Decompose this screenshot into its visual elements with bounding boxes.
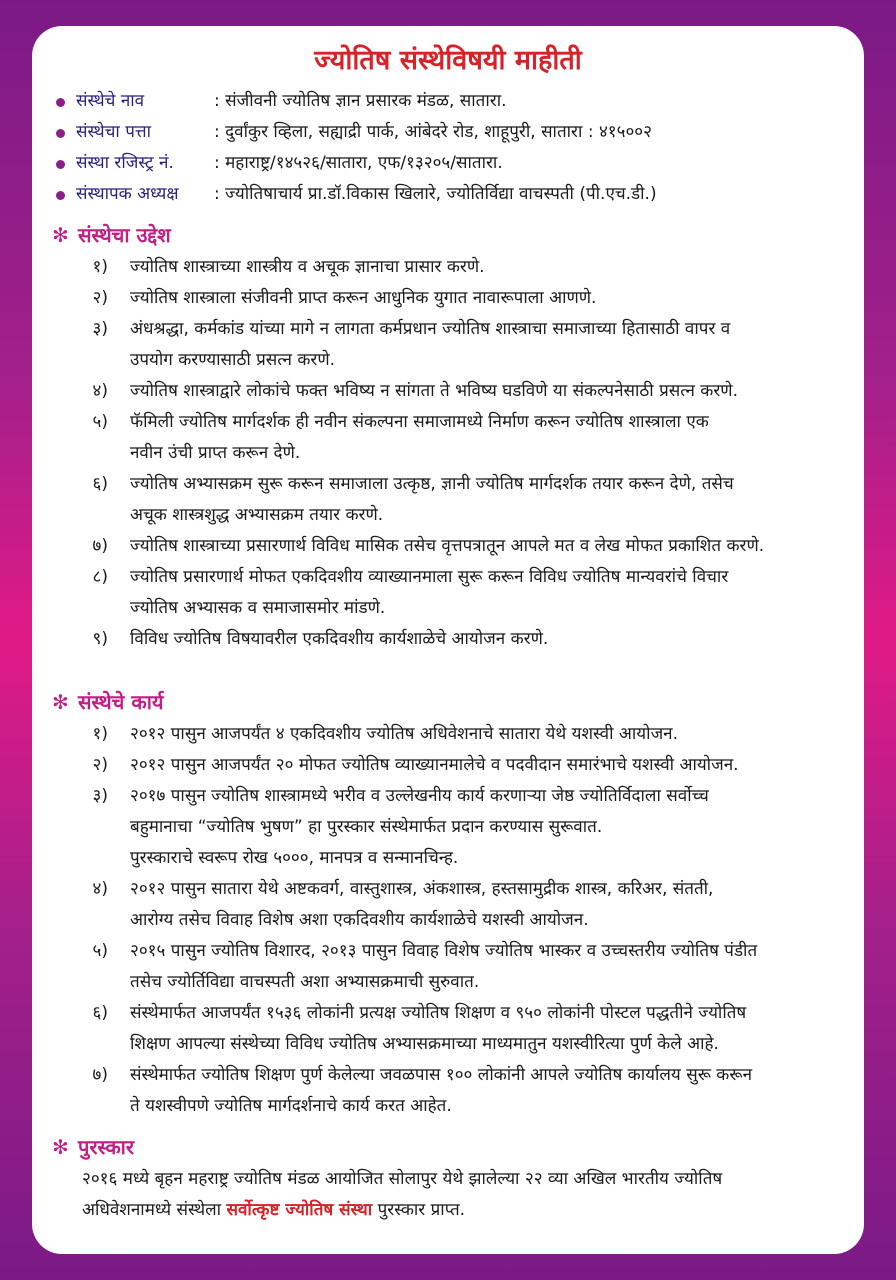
item-number: ३) <box>92 786 108 806</box>
item-text <box>130 562 844 624</box>
list-item <box>52 283 844 314</box>
info-row-address <box>52 117 844 148</box>
item-number: ५) <box>92 941 108 961</box>
item-number: १) <box>92 724 108 744</box>
item-number: ४) <box>92 381 108 401</box>
item-text-line: अचूक शास्त्रशुद्ध अभ्यासक्रम तयार करणे. <box>130 505 384 525</box>
item-text <box>130 531 844 562</box>
item-text-line: शिक्षण आपल्या संस्थेच्या विविध ज्योतिष अभ्यासक्रमाच्या माध्यमातुन यशस्वीरित्या पुर्ण केले आहे. <box>130 1034 719 1054</box>
info-key: संस्थेचा पत्ता <box>76 122 152 142</box>
item-text <box>130 998 844 1060</box>
item-text-line: पुरस्काराचे स्वरूप रोख ५०००, मानपत्र व सन्मानचिन्ह. <box>130 848 459 868</box>
item-text-line: तसेच ज्योर्तिविद्या वाचस्पती अशा अभ्यासक्रमाची सुरुवात. <box>130 972 480 992</box>
item-number: ३) <box>92 319 108 339</box>
item-number: ६) <box>92 474 108 494</box>
info-key: संस्थापक अध्यक्ष <box>76 184 179 204</box>
item-text-line: ज्योतिष शास्त्राद्वारे लोकांचे फक्त भविष्य न सांगता ते भविष्य घडविणे या संकल्पनेसाठी प्रसत्न करणे. <box>130 381 739 401</box>
award-heading <box>52 1132 844 1162</box>
item-number: ६) <box>92 1003 108 1023</box>
item-text-line: ते यशस्वीपणे ज्योतिष मार्गदर्शनाचे कार्य करत आहेत. <box>130 1096 452 1116</box>
item-text <box>130 781 844 874</box>
bullet-icon <box>56 160 65 169</box>
info-value: : संजीवनी ज्योतिष ज्ञान प्रसारक मंडळ, सातारा. <box>214 91 507 111</box>
item-text <box>130 750 844 781</box>
award-line: २०१६ मध्ये बृहन महराष्ट्र ज्योतिष मंडळ आयोजित सोलापुर येथे झालेल्या २२ व्या अखिल भारतीय ज्योतिष <box>82 1169 723 1189</box>
item-text-line: ज्योतिष शास्त्राच्या शास्त्रीय व अचूक ज्ञानाचा प्रासार करणे. <box>130 257 485 277</box>
item-text-line: संस्थेमार्फत आजपर्यंत १५३६ लोकांनी प्रत्यक्ष ज्योतिष शिक्षण व ९५० लोकांनी पोस्टल पद्धतीने ज्योतिष <box>130 1003 747 1023</box>
asterisk-icon: ✻ <box>52 1135 69 1159</box>
item-text-line: २०१२ पासुन सातारा येथे अष्टकवर्ग, वास्तुशास्त्र, अंकशास्त्र, हस्तसामुद्रीक शास्त्र, करिअर, संतती, <box>130 879 714 899</box>
work-heading <box>52 687 844 717</box>
info-key: संस्था रजिस्ट्र नं. <box>76 153 174 173</box>
section-title: पुरस्कार <box>78 1135 135 1159</box>
item-number: २) <box>92 755 108 775</box>
bullet-icon <box>56 98 65 107</box>
item-text-line: ज्योतिष शास्त्राच्या प्रसारणार्थ विविध मासिक तसेच वृत्तपत्रातून आपले मत व लेख मोफत प्रकाशित करणे. <box>130 536 765 556</box>
item-number: २) <box>92 288 108 308</box>
work-list <box>52 719 844 1122</box>
item-text <box>130 624 844 655</box>
list-item <box>52 781 844 874</box>
award-text-pre: अधिवेशनामध्ये संस्थेला <box>82 1200 227 1220</box>
list-item <box>52 750 844 781</box>
item-number: ८) <box>92 567 108 587</box>
item-text <box>130 1060 844 1122</box>
item-text-line: २०१२ पासुन आजपर्यंत २० मोफत ज्योतिष व्याख्यानमालेचे व पदवीदान समारंभाचे यशस्वी आयोजन. <box>130 755 739 775</box>
info-value: : दुर्वांकुर व्हिला, सह्याद्री पार्क, आंबेदरे रोड, शाहूपुरी, सातारा : ४१५००२ <box>214 122 652 142</box>
award-text <box>52 1164 844 1226</box>
item-text-line: फॅमिली ज्योतिष मार्गदर्शक ही नवीन संकल्पना समाजामध्ये निर्माण करून ज्योतिष शास्त्राला एक <box>130 412 709 432</box>
item-text <box>130 719 844 750</box>
award-text-post: पुरस्कार प्राप्त. <box>372 1200 466 1220</box>
list-item <box>52 936 844 998</box>
objectives-heading <box>52 220 844 250</box>
item-text-line: आरोग्य तसेच विवाह विशेष अशा एकदिवशीय कार्यशाळेचे यशस्वी आयोजन. <box>130 910 589 930</box>
award-line <box>82 1195 844 1226</box>
asterisk-icon: ✻ <box>52 690 69 714</box>
bullet-icon <box>56 191 65 200</box>
item-text <box>130 936 844 998</box>
item-text-line: ज्योतिष प्रसारणार्थ मोफत एकदिवशीय व्याख्यानमाला सुरू करून विविध ज्योतिष मान्यवरांचे विचार <box>130 567 729 587</box>
info-card <box>32 26 864 1254</box>
item-text-line: उपयोग करण्यासाठी प्रसत्न करणे. <box>130 350 336 370</box>
objectives-list <box>52 252 844 655</box>
item-text-line: ज्योतिष शास्त्राला संजीवनी प्राप्त करून आधुनिक युगात नावारूपाला आणणे. <box>130 288 597 308</box>
list-item <box>52 407 844 469</box>
item-text-line: अंधश्रद्धा, कर्मकांड यांच्या मागे न लागता कर्मप्रधान ज्योतिष शास्त्राचा समाजाच्या हितासाठी वापर व <box>130 319 731 339</box>
award-name-highlight: सर्वोत्कृष्ट ज्योतिष संस्था <box>226 1200 373 1220</box>
item-number: ७) <box>92 1065 108 1085</box>
item-number: ७) <box>92 536 108 556</box>
item-text-line: बहुमानाचा “ज्योतिष भुषण” हा पुरस्कार संस्थेमार्फत प्रदान करण्यास सुरूवात. <box>130 817 603 837</box>
info-key: संस्थेचे नाव <box>76 91 145 111</box>
list-item <box>52 624 844 655</box>
item-text <box>130 407 844 469</box>
item-text <box>130 469 844 531</box>
item-text-line: संस्थेमार्फत ज्योतिष शिक्षण पुर्ण केलेल्या जवळपास १०० लोकांनी आपले ज्योतिष कार्यालय सुरू करून <box>130 1065 753 1085</box>
item-number: ९) <box>92 629 108 649</box>
item-text <box>130 874 844 936</box>
list-item <box>52 252 844 283</box>
item-text-line: २०१७ पासुन ज्योतिष शास्त्रामध्ये भरीव व उल्लेखनीय कार्य करणाऱ्या जेष्ठ ज्योतिर्विदाला सर्वोच्च <box>130 786 709 806</box>
list-item <box>52 1060 844 1122</box>
info-row-registration <box>52 148 844 179</box>
list-item <box>52 376 844 407</box>
asterisk-icon: ✻ <box>52 223 69 247</box>
info-row-founder <box>52 179 844 210</box>
info-value: : ज्योतिषाचार्य प्रा.डॉ.विकास खिलारे, ज्योतिर्विद्या वाचस्पती (पी.एच.डी.) <box>214 184 657 204</box>
item-text <box>130 252 844 283</box>
item-text-line: २०१२ पासुन आजपर्यंत ४ एकदिवशीय ज्योतिष अधिवेशनाचे सातारा येथे यशस्वी आयोजन. <box>130 724 679 744</box>
info-list <box>52 86 844 210</box>
item-text <box>130 376 844 407</box>
list-item <box>52 998 844 1060</box>
section-title: संस्थेचे कार्य <box>78 690 164 714</box>
page-title: ज्योतिष संस्थेविषयी माहीती <box>314 45 582 76</box>
section-title: संस्थेचा उद्देश <box>78 223 171 247</box>
item-number: ५) <box>92 412 108 432</box>
item-text-line: नवीन उंची प्राप्त करून देणे. <box>130 443 301 463</box>
item-number: १) <box>92 257 108 277</box>
list-item <box>52 314 844 376</box>
item-text <box>130 283 844 314</box>
list-item <box>52 874 844 936</box>
list-item <box>52 719 844 750</box>
item-number: ४) <box>92 879 108 899</box>
bullet-icon <box>56 129 65 138</box>
list-item <box>52 562 844 624</box>
item-text-line: २०१५ पासुन ज्योतिष विशारद, २०१३ पासुन विवाह विशेष ज्योतिष भास्कर व उच्चस्तरीय ज्योतिष पंडीत <box>130 941 758 961</box>
info-row-name <box>52 86 844 117</box>
item-text-line: ज्योतिष अभ्यासक व समाजासमोर मांडणे. <box>130 598 386 618</box>
item-text-line: विविध ज्योतिष विषयावरील एकदिवशीय कार्यशाळेचे आयोजन करणे. <box>130 629 549 649</box>
item-text-line: ज्योतिष अभ्यासक्रम सुरू करून समाजाला उत्कृष्ठ, ज्ञानी ज्योतिष मार्गदर्शक तयार करून देणे, तसेच <box>130 474 734 494</box>
list-item <box>52 469 844 531</box>
list-item <box>52 531 844 562</box>
item-text <box>130 314 844 376</box>
info-value: : महाराष्ट्र/१४५२६/सातारा, एफ/१३२०५/सातारा. <box>214 153 503 173</box>
